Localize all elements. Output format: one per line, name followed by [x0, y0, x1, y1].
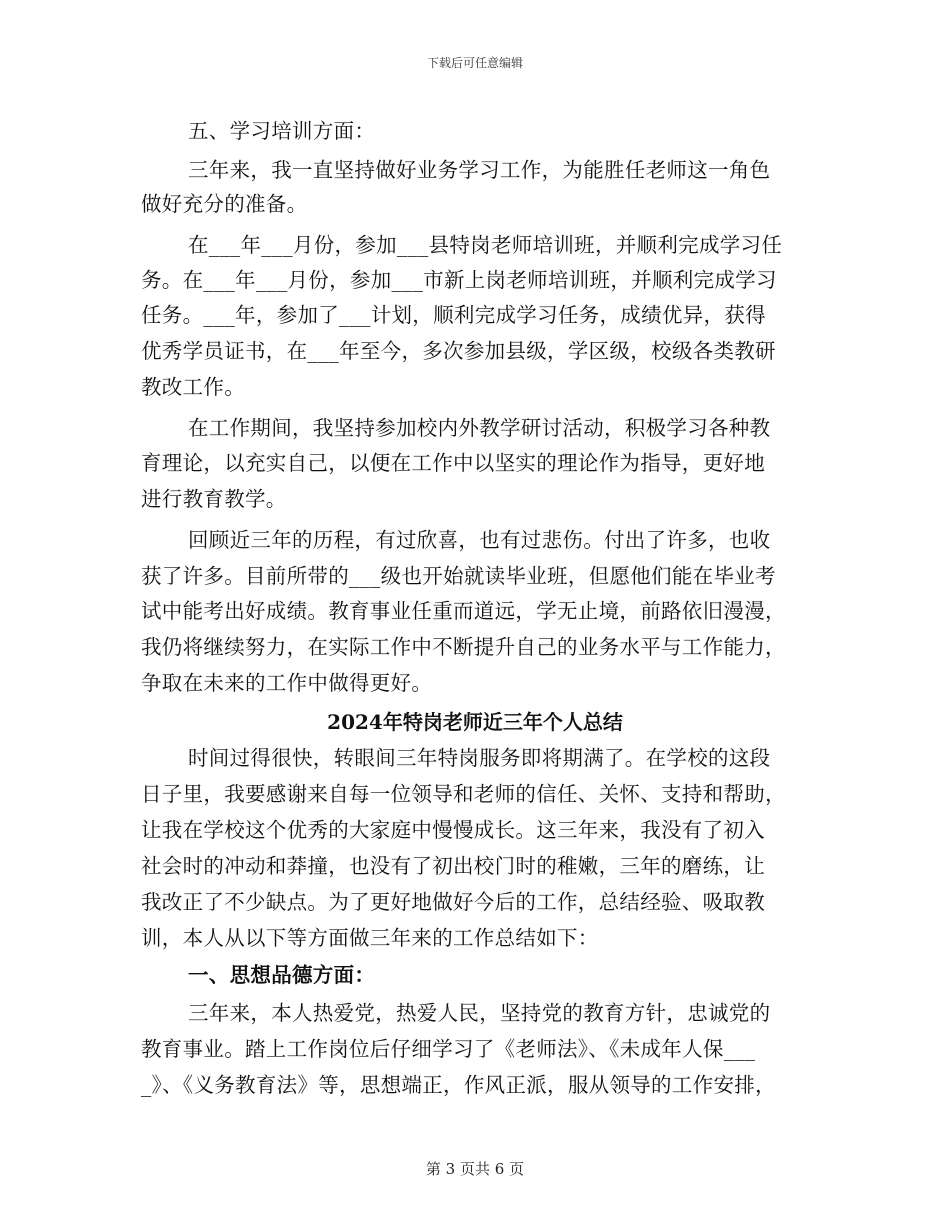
paragraph-line: 育理论，以充实自己，以便在工作中以坚实的理论作为指导，更好地	[141, 451, 765, 475]
paragraph-line: 时间过得很快，转眼间三年特岗服务即将期满了。在学校的这段	[188, 746, 771, 770]
paragraph-line: 在___年___月份，参加___县特岗老师培训班，并顺利完成学习任	[188, 233, 783, 257]
paragraph-line: 试中能考出好成绩。教育事业任重而道远，学无止境，前路依旧漫漫，	[141, 599, 786, 623]
paragraph-line: 在工作期间，我坚持参加校内外教学研讨活动，积极学习各种教	[188, 416, 771, 440]
paragraph-line: 做好充分的准备。	[141, 192, 308, 216]
paragraph-line: 优秀学员证书，在___年至今，多次参加县级，学区级，校级各类教研	[141, 339, 776, 363]
section-heading: 一、思想品德方面：	[188, 963, 376, 987]
paragraph-line: 我仍将继续努力，在实际工作中不断提升自己的业务水平与工作能力，	[141, 635, 786, 659]
paragraph-line: 三年来，本人热爱党，热爱人民，坚持党的教育方针，忠诚党的	[188, 1001, 771, 1025]
paragraph-line: 务。在___年___月份，参加___市新上岗老师培训班，并顺利完成学习	[141, 268, 777, 292]
paragraph-line: 五、学习培训方面：	[188, 119, 376, 143]
paragraph-line: 社会时的冲动和莽撞，也没有了初出校门时的稚嫩，三年的磨练，让	[141, 854, 765, 878]
paragraph-line: 进行教育教学。	[141, 487, 287, 511]
paragraph-line: 日子里，我要感谢来自每一位领导和老师的信任、关怀、支持和帮助，	[141, 782, 786, 806]
paragraph-line: 我改正了不少缺点。为了更好地做好今后的工作，总结经验、吸取教	[141, 890, 765, 914]
page-header: 下载后可任意编辑	[426, 56, 523, 70]
paragraph-line: 让我在学校这个优秀的大家庭中慢慢成长。这三年来，我没有了初入	[141, 818, 765, 842]
paragraph-line: _》、《义务教育法》等，思想端正，作风正派，服从领导的工作安排，	[141, 1073, 776, 1097]
paragraph-line: 三年来，我一直坚持做好业务学习工作，为能胜任老师这一角色	[188, 158, 771, 182]
document-title: 2024年特岗老师近三年个人总结	[327, 710, 623, 734]
paragraph-line: 争取在未来的工作中做得更好。	[141, 671, 433, 695]
paragraph-line: 教育事业。踏上工作岗位后仔细学习了《老师法》、《未成年人保___	[141, 1037, 756, 1061]
paragraph-line: 任务。___年，参加了___计划，顺利完成学习任务，成绩优异，获得	[141, 303, 766, 327]
paragraph-line: 训，本人从以下等方面做三年来的工作总结如下：	[141, 926, 599, 950]
paragraph-line: 教改工作。	[141, 375, 245, 399]
paragraph-line: 回顾近三年的历程，有过欣喜，也有过悲伤。付出了许多，也收	[188, 528, 771, 552]
paragraph-line: 获了许多。目前所带的___级也开始就读毕业班，但愿他们能在毕业考	[141, 564, 776, 588]
page-footer: 第 3 页共 6 页	[425, 1160, 525, 1178]
